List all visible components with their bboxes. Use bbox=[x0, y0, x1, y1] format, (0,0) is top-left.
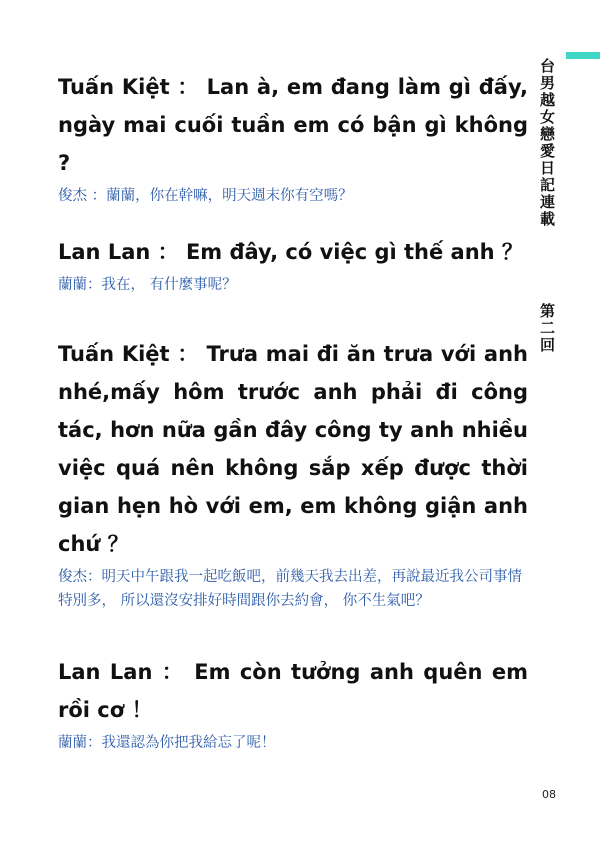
series-title: 台男越女戀愛日記連載 bbox=[538, 58, 556, 228]
dialogue-content bbox=[58, 68, 528, 755]
chinese-translation: 蘭蘭：我在， 有什麼事呢？ bbox=[58, 277, 237, 293]
vietnamese-line: Lan Lan ： Em còn tưởng anh quên em rồi cơ ！ bbox=[58, 660, 528, 722]
dialogue-block bbox=[58, 335, 528, 613]
chinese-translation: 俊杰：明天中午跟我一起吃飯吧，前幾天我去出差，再說最近我公司事情特別多， 所以還沒安排好時間跟你去約會， 你不生氣吧？ bbox=[58, 569, 522, 609]
chinese-translation: 蘭蘭：我還認為你把我給忘了呢！ bbox=[58, 735, 276, 751]
vietnamese-line: Tuấn Kiệt ： Lan à, em đang làm gì đấy, ngày mai cuối tuần em có bận gì không ? bbox=[58, 75, 528, 175]
episode-label: 第二回 bbox=[538, 303, 556, 354]
dialogue-block bbox=[58, 68, 528, 208]
dialogue-block bbox=[58, 233, 528, 297]
vietnamese-line: Lan Lan ： Em đây, có việc gì thế anh ？ bbox=[58, 240, 523, 264]
vietnamese-line: Tuấn Kiệt ： Trưa mai đi ăn trưa với anh nhé,mấy hôm trước anh phải đi công tác, hơn nữa gần đây công ty anh nhiều việc quá nên không sắp xếp được thời gian hẹn hò với em, em không giận anh chứ ？ bbox=[58, 342, 528, 556]
accent-bar bbox=[566, 52, 600, 59]
chinese-translation: 俊杰 ：蘭蘭，你在幹嘛，明天週末你有空嗎？ bbox=[58, 188, 353, 204]
dialogue-block bbox=[58, 653, 528, 755]
page-number: 08 bbox=[542, 788, 556, 801]
